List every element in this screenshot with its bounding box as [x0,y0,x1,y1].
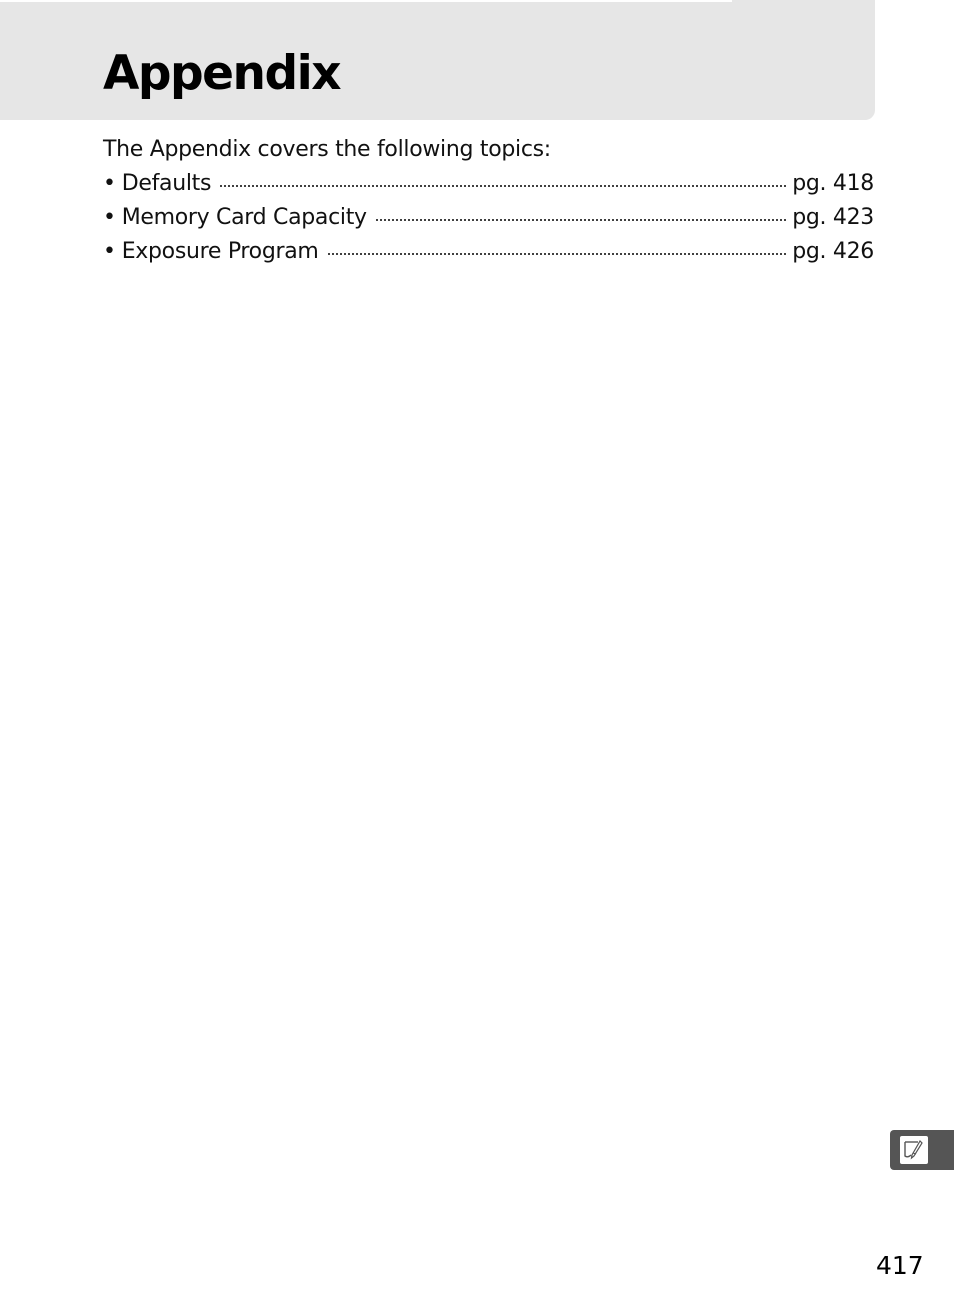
page-number: 417 [876,1251,924,1280]
dot-leader [219,184,786,188]
topic-page-ref[interactable]: pg. 418 [792,171,874,196]
topic-label: Memory Card Capacity [121,205,367,230]
topic-list [103,169,874,271]
topic-label: Exposure Program [121,239,319,264]
bullet: • [103,171,116,196]
page-title: Appendix [103,46,341,101]
topic-item-defaults[interactable] [103,169,874,203]
topic-page-ref[interactable]: pg. 423 [792,205,874,230]
intro-text: The Appendix covers the following topics: [103,137,551,162]
header-top-rule [0,0,732,2]
topic-page-ref[interactable]: pg. 426 [792,239,874,264]
bullet: • [103,205,116,230]
section-index-tab[interactable] [890,1130,954,1170]
topic-item-exposure-program[interactable] [103,237,874,271]
appendix-pen-icon [900,1136,928,1164]
dot-leader [375,218,786,222]
bullet: • [103,239,116,264]
topic-label: Defaults [121,171,212,196]
topic-item-memory-card-capacity[interactable] [103,203,874,237]
dot-leader [327,252,787,256]
